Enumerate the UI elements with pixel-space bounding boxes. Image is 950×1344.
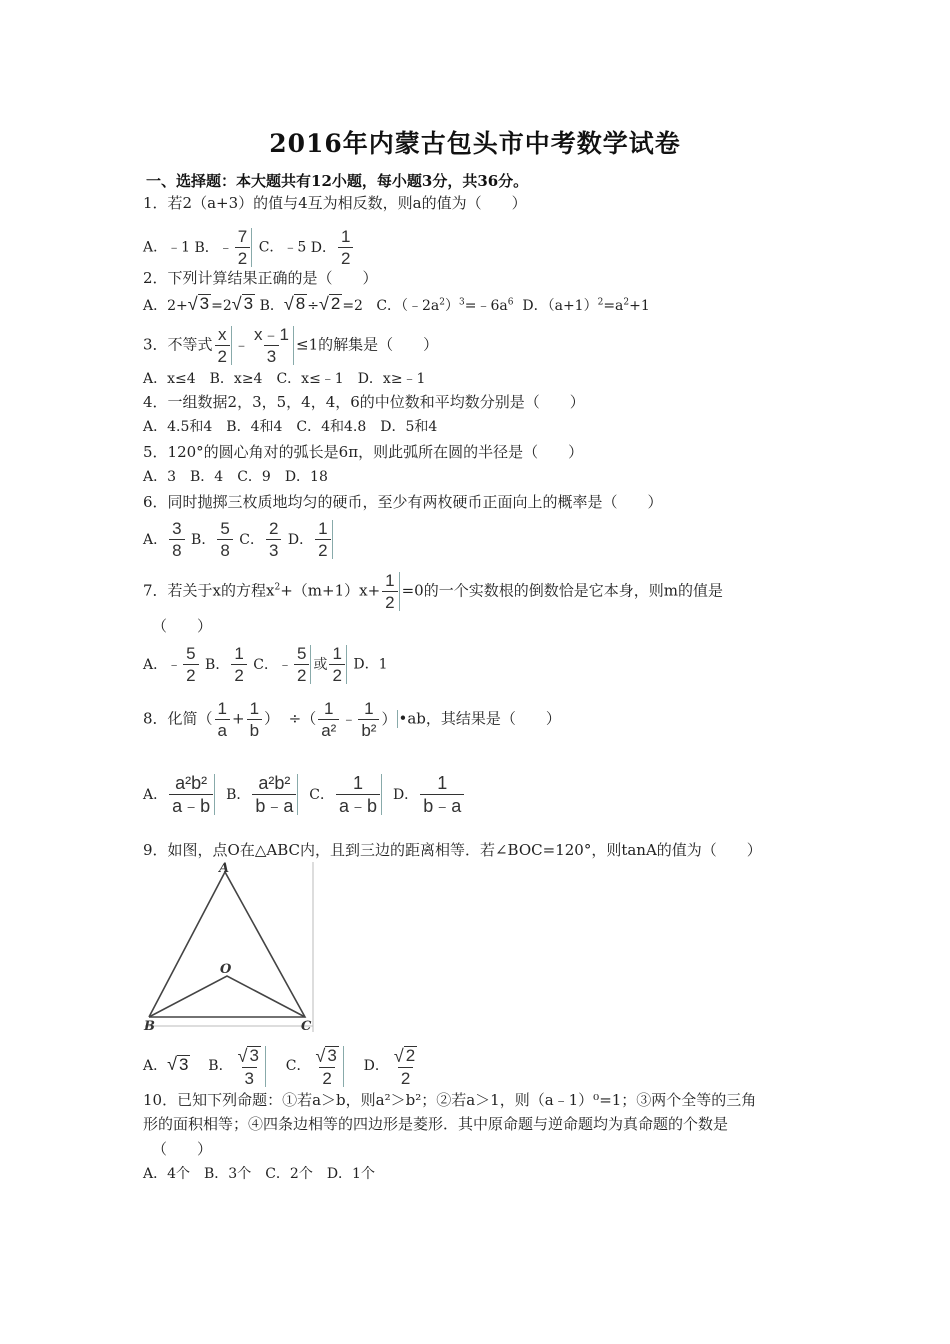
q6-option-d: D． $\frac{1}{2}$ [288,532,335,548]
q7-answer-paren: （ ） [152,617,213,635]
label-a: A [219,861,230,876]
q10-answer-paren: （ ） [152,1140,213,1158]
fraction: $\frac{7}{2}$ [235,228,252,267]
radical: √ 3 [237,1045,259,1066]
fraction: $\frac{5}{2}$ [294,645,311,684]
q7-option-b: B． $\frac{1}{2}$ [205,657,249,673]
q2-option-a: A．2+ √ 3 =2 √ 3 [143,293,254,314]
fraction: √ 3 2 [312,1046,343,1087]
q7-option-d: D．1 [353,656,388,673]
radical: √ 2 [393,1045,416,1066]
page-title: 2016年内蒙古包头市中考数学试卷 [269,129,681,158]
radical: √ 2 [318,293,341,314]
q5-options: A．3 B．4 C．9 D．18 [143,469,328,485]
fraction: $\frac{1}{2}$ [231,645,246,684]
q8-option-d: D． $\frac{1}{b﹣a}$ [393,787,466,803]
q10-stem-line1: 10．已知下列命题：①若a＞b，则a²＞b²；②若a＞1，则（a﹣1）⁰=1；③两个全等的三角 [143,1091,757,1109]
fraction: $\frac{1}{a﹣b}$ [336,774,382,815]
q10-stem-line2: 形的面积相等；④四条边相等的四边形是菱形．其中原命题与逆命题均为真命题的个数是 [143,1115,729,1133]
fraction: $\frac{3}{8}$ [169,520,184,559]
q8-options [143,774,466,815]
q1-option-a: A．﹣1 [143,239,191,256]
q8-option-c: C． $\frac{1}{a﹣b}$ [309,787,384,803]
q5-stem: 5．120°的圆心角对的弧长是6π，则此弧所在圆的半径是（ ） [143,443,584,461]
radical: √ 3 [231,293,254,314]
fraction: $\frac{1}{b﹣a}$ [420,774,464,815]
label-c: C [301,1019,312,1034]
fraction: $\frac{1}{a}$ [215,700,230,739]
q8-option-a: A． $\frac{\text{a²b²}}{a﹣b}$ [143,787,217,803]
q9-option-a: A． √ 3 [143,1054,189,1075]
q6-option-c: C． $\frac{2}{3}$ [239,532,283,548]
fraction: $\frac{1}{2}$ [329,645,346,684]
q1-option-d: D． $\frac{1}{2}$ [311,240,356,256]
q10-options: A．4个 B．3个 C．2个 D．1个 [143,1166,375,1182]
fraction: $\frac{1}{\text{b²}}$ [358,700,379,739]
fraction: $\frac{1}{b}$ [247,700,262,739]
radical: √ 8 [283,293,306,314]
q4-stem: 4．一组数据2，3，5，4，4，6的中位数和平均数分别是（ ） [143,393,585,411]
fraction: $\frac{x}{2}$ [215,326,232,365]
q4-options: A．4.5和4 B．4和4 C．4和4.8 D．5和4 [143,419,438,435]
q8-option-b: B． $\frac{\text{a²b²}}{b﹣a}$ [226,787,300,803]
fraction: $\frac{5}{2}$ [183,645,198,684]
q1-option-b: B．﹣ $\frac{7}{2}$ [194,240,254,256]
q7-stem: 7．若关于x的方程$x^2+(m+1)x+$ $\frac{1}{2}$ =0的一个实数根的倒数恰是它本身，则m的值是 [143,571,723,612]
fraction: √ 3 3 [235,1046,266,1087]
q1-options [143,228,355,267]
q6-options [143,520,335,559]
fraction: $\frac{1}{\text{a²}}$ [318,700,339,739]
radical: √ 3 [315,1045,337,1066]
fraction: $\frac{1}{2}$ [315,520,332,559]
q9-options [143,1046,422,1087]
q1-stem: 1．若2（a+3）的值与4互为相反数，则a的值为（ ） [143,194,527,212]
q2-stem: 2．下列计算结果正确的是（ ） [143,269,378,287]
q9-stem: 9．如图，点O在△ABC内，且到三边的距离相等．若∠BOC=120°，则tanA的值为（ ） [143,841,762,859]
q7-options [143,645,388,684]
q9-option-c: C． √ 3 2 [286,1058,346,1074]
fraction: $\frac{\text{a²b²}}{b﹣a}$ [252,774,298,815]
label-o: O [220,962,232,977]
fraction: $\frac{5}{8}$ [217,520,232,559]
q7-option-c: C．﹣ $\frac{5}{2}$ 或 $\frac{1}{2}$ [253,657,349,673]
q2-options [143,292,650,316]
q2-option-d: D．$(a+1)^2=a^2+1$ [522,297,650,314]
label-b: B [144,1019,155,1034]
radical: √ 3 [167,1054,189,1075]
triangle-figure [143,858,323,1036]
q9-option-b: B． √ 3 3 [208,1058,268,1074]
q6-option-a: A． $\frac{3}{8}$ [143,532,187,548]
q3-options: A．x≤4 B．x≥4 C．x≤﹣1 D．x≥﹣1 [143,371,426,387]
fraction: $\frac{1}{2}$ [382,572,399,611]
fraction: √ 2 2 [393,1045,416,1088]
triangle-abc [149,872,305,1017]
q8-stem: 8．化简（ $\frac{1}{a}$ + $\frac{1}{b}$ ） ÷（ $\frac{1}{\text{a²}}$ ﹣ $\frac{1}{\text{b²}}$ ） •ab，其结果是（ ） [143,699,561,740]
segments-ob-oc [149,976,305,1017]
fraction: $\frac{x﹣1}{3}$ [251,326,294,365]
q6-option-b: B． $\frac{5}{8}$ [191,532,235,548]
fraction: $\frac{1}{2}$ [338,228,353,267]
q9-option-d: D． √ 2 2 [364,1058,423,1074]
fraction: $\frac{\text{a²b²}}{a﹣b}$ [169,774,215,815]
q2-option-c: C．$(﹣2a^2)^3=﹣6a^6$ [376,297,514,314]
q2-option-b: B． √ 8 ÷ √ 2 =2 [259,293,363,314]
q1-option-c: C．﹣5 [258,239,307,256]
q7-option-a: A．﹣ $\frac{5}{2}$ [143,657,201,673]
fraction: $\frac{2}{3}$ [266,520,281,559]
section-heading: 一、选择题：本大题共有12小题，每小题3分，共36分。 [146,172,529,190]
q3-stem: 3．不等式 $\frac{x}{2}$ ﹣ $\frac{x﹣1}{3}$ ≤1的解集是（ ） [143,325,439,366]
q6-stem: 6．同时抛掷三枚质地均匀的硬币，至少有两枚硬币正面向上的概率是（ ） [143,493,663,511]
radical: √ 3 [187,293,210,314]
